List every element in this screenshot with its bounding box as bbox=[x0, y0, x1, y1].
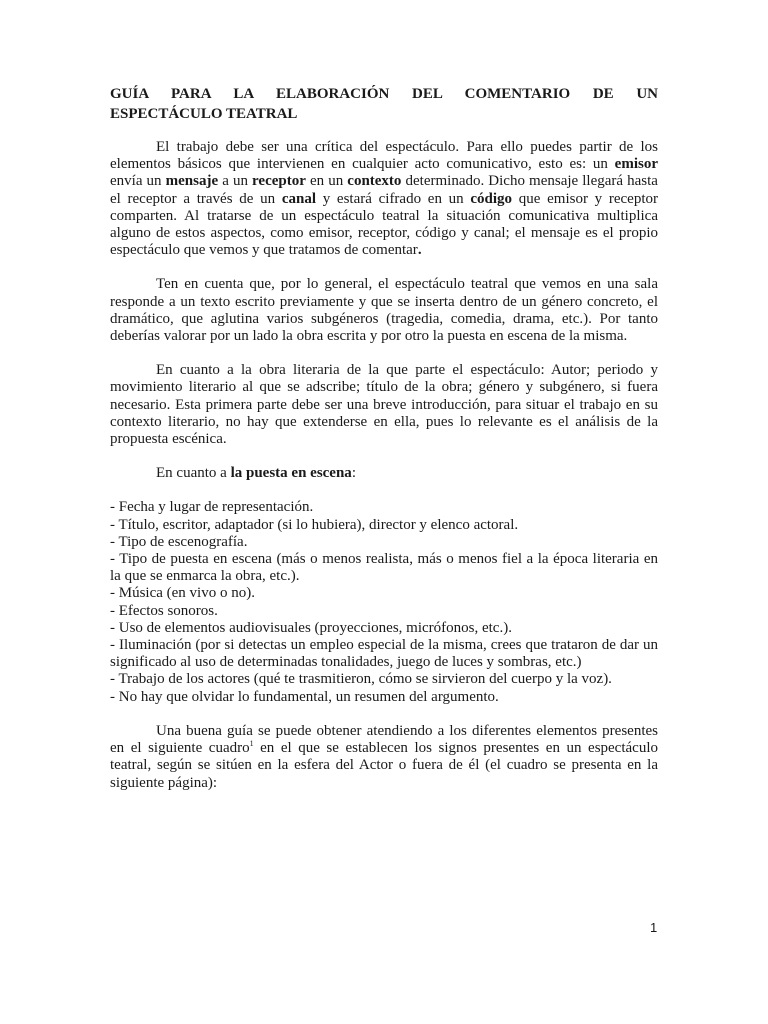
paragraph-communication-elements bbox=[110, 139, 658, 259]
paragraph-gap bbox=[110, 448, 658, 465]
term-contexto: contexto bbox=[347, 173, 402, 190]
p5-text-1: Una buena guía se puede obtener atendiendo a los diferentes elementos presentes en el siguiente cuadro bbox=[110, 722, 658, 757]
p1-text-7: que emisor y receptor comparten. Al tratarse de un espectáculo teatral la situación comunicativa multiplica alguno de estos aspectos, como emisor, receptor, código y canal; el mensaje es el propio espectáculo que vemos y que tratamos de comentar bbox=[110, 190, 658, 259]
list-item: - Tipo de escenografía. bbox=[110, 533, 248, 550]
term-mensaje: mensaje bbox=[165, 173, 219, 190]
p1-text-1: El trabajo debe ser una crítica del espectáculo. Para ello puedes partir de los elementos básicos que intervienen en cualquier acto comunicativo, esto es: un bbox=[110, 139, 658, 173]
paragraph-gap bbox=[110, 706, 658, 723]
document-title bbox=[110, 84, 658, 124]
p1-text-3: a un bbox=[218, 173, 253, 190]
paragraph-literary-work: En cuanto a la obra literaria de la que parte el espectáculo: Autor; periodo y movimiento literario al que se adscribe; título de la obra; género y subgénero, si fuera necesario. Esta primera parte debe ser una breve introducción, para situar el trabajo en su contexto literario, no hay que extenderse en ella, pues lo relevante es el análisis de la propuesta escénica. bbox=[110, 362, 658, 448]
p1-text-6: y estará cifrado en un bbox=[316, 190, 471, 207]
paragraph-gap bbox=[110, 259, 658, 276]
p4-text-2: : bbox=[351, 465, 356, 482]
paragraph-guide-table bbox=[110, 723, 658, 792]
p1-text-4: en un bbox=[305, 173, 348, 190]
list-item: - Título, escritor, adaptador (si lo hubiera), director y elenco actoral. bbox=[110, 516, 519, 533]
p5-text-2: en el que se establecen los signos presentes en un espectáculo teatral, según se sitúen en la esfera del Actor o fuera de él (el cuadro se presenta en la siguiente página): bbox=[110, 740, 658, 791]
document-body bbox=[110, 84, 658, 792]
p1-text-5: determinado. Dicho mensaje llegará hasta el receptor a través de un bbox=[110, 173, 658, 207]
list-item: - Trabajo de los actores (qué te trasmitieron, cómo se sirvieron del cuerpo y la voz). bbox=[110, 671, 612, 688]
term-receptor: receptor bbox=[252, 173, 306, 190]
term-canal: canal bbox=[281, 190, 317, 207]
paragraph-staging-intro bbox=[110, 465, 658, 482]
term-emisor: emisor bbox=[614, 156, 658, 173]
list-item: - Música (en vivo o no). bbox=[110, 585, 255, 602]
p1-final-period: . bbox=[417, 242, 422, 259]
list-item: - Fecha y lugar de representación. bbox=[110, 499, 314, 516]
list-item: - Efectos sonoros. bbox=[110, 602, 218, 619]
term-codigo: código bbox=[470, 190, 513, 207]
page-number: 1 bbox=[650, 920, 658, 935]
paragraph-gap bbox=[110, 482, 658, 499]
footnote-marker[interactable]: 1 bbox=[249, 739, 254, 749]
paragraph-gap bbox=[110, 345, 658, 362]
p4-text-1: En cuanto a bbox=[156, 465, 231, 482]
staging-checklist bbox=[110, 499, 658, 705]
paragraph-theatre-text: Ten en cuenta que, por lo general, el espectáculo teatral que vemos en una sala responde a un texto escrito previamente y que se inserta dentro de un género concreto, el dramático, que aglutina varios subgéneros (tragedia, comedia, drama, etc.). Por tanto deberías valorar por un lado la obra escrita y por otro la puesta en escena de la misma. bbox=[110, 276, 658, 345]
list-item: - Iluminación (por si detectas un empleo especial de la misma, crees que trataron de dar un significado al uso de determinadas tonalidades, juego de luces y sombras, etc.) bbox=[110, 637, 658, 671]
list-item: - No hay que olvidar lo fundamental, un resumen del argumento. bbox=[110, 688, 499, 705]
title-line-2: ESPECTÁCULO TEATRAL bbox=[110, 106, 298, 122]
title-line-1: GUÍA PARA LA ELABORACIÓN DEL COMENTARIO DE UN bbox=[110, 86, 658, 102]
p1-text-2: envía un bbox=[110, 173, 166, 190]
list-item: - Tipo de puesta en escena (más o menos realista, más o menos fiel a la época literaria en la que se enmarca la obra, etc.). bbox=[110, 551, 658, 585]
term-puesta-en-escena: la puesta en escena bbox=[230, 465, 352, 482]
list-item: - Uso de elementos audiovisuales (proyecciones, micrófonos, etc.). bbox=[110, 619, 512, 636]
